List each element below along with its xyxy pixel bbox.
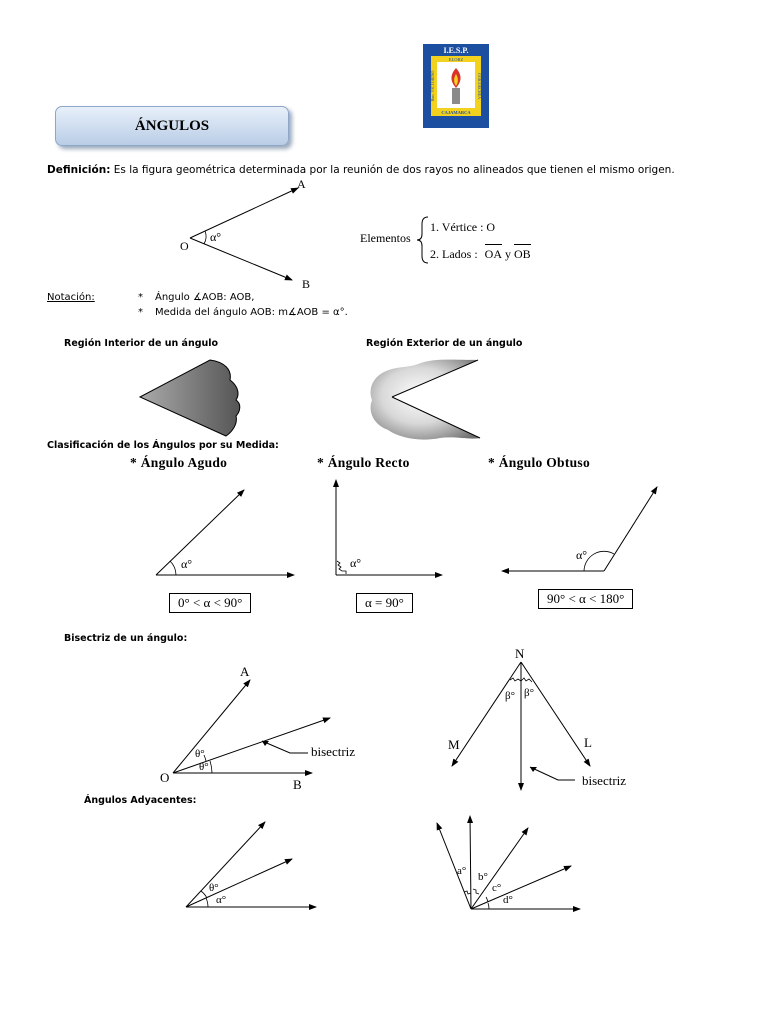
adjacent-c-arc [486, 897, 488, 902]
page-title: ÁNGULOS [55, 106, 289, 146]
bisector-ray-middle [173, 718, 330, 773]
bisector-pointer-line [262, 741, 308, 753]
adjacent-b-label: b° [478, 871, 488, 883]
notation-label: Notación: [47, 292, 95, 303]
adjacent-right-ray-4 [470, 816, 471, 909]
ray-oa-line [190, 188, 298, 238]
theta-2-label: θ° [199, 761, 209, 773]
exterior-region-heading: Región Exterior de un ángulo [366, 338, 523, 349]
adjacent-alpha-label: α° [216, 894, 227, 906]
theta-arc-bottom [210, 761, 212, 773]
sides-and: y [505, 247, 512, 261]
sides-prefix: 2. Lados : [430, 247, 478, 261]
alpha-label: α° [210, 230, 222, 244]
acute-range-box: 0° < α < 90° [169, 593, 251, 613]
point-a-label: A [297, 177, 306, 191]
notation-bullet-1: * [138, 292, 143, 303]
bisector-heading: Bisectriz de un ángulo: [64, 633, 188, 644]
beta-mark-right [521, 678, 532, 682]
obtuse-alpha-label: α° [576, 548, 588, 562]
point-l-label: L [584, 735, 592, 750]
ray-oa-label: OA [484, 247, 503, 261]
adjacent-left-ray-2 [186, 859, 292, 907]
adjacent-theta-label: θ° [209, 882, 219, 894]
notation-item-2: Medida del ángulo AOB: m∡AOB = α°. [155, 307, 348, 318]
definition-text: Es la figura geométrica determinada por la reunión de dos rayos no alineados que tienen el mismo origen. [113, 164, 675, 176]
point-b-label: B [302, 277, 311, 291]
adjacent-left-figure [186, 822, 316, 907]
classification-heading: Clasificación de los Ángulos por su Medida: [47, 440, 279, 451]
acute-arc [170, 561, 176, 575]
notation-bullet-2: * [138, 307, 143, 318]
interior-region-heading: Región Interior de un ángulo [64, 338, 219, 349]
acute-ray-oblique [156, 490, 244, 575]
logo-bottom-text: CAJAMARCA [441, 110, 471, 115]
obtuse-angle-figure [502, 487, 657, 571]
bisector-point-o: O [160, 770, 170, 785]
angle-aob-figure [180, 177, 310, 291]
alpha-arc [204, 231, 206, 244]
bisector-ray-nm [452, 662, 521, 766]
adjacent-b-mark [473, 889, 479, 894]
bisector-point-a: A [240, 664, 250, 679]
point-m-label: M [448, 737, 460, 752]
beta-mark-left [510, 678, 521, 681]
right-alpha-label: α° [350, 556, 362, 570]
interior-region-shape [140, 360, 240, 436]
adjacent-alpha-arc [206, 898, 208, 907]
notation-item-1: Ángulo ∡AOB: AOB, [155, 292, 255, 303]
right-angle-figure [336, 480, 442, 575]
ray-ob-line [190, 238, 292, 280]
acute-angle-label: * Ángulo Agudo [130, 455, 228, 470]
point-o-label: O [180, 239, 189, 253]
acute-angle-figure [156, 490, 294, 575]
logo-left-text: Hno. VICTORINO [430, 70, 435, 102]
bisector-right-figure [448, 646, 626, 790]
elements-brace [417, 217, 428, 263]
adjacent-right-figure [437, 816, 580, 909]
logo-band-text: ELORZ [448, 57, 464, 62]
obtuse-arc [584, 551, 614, 571]
bisector-ray-nl [521, 662, 590, 766]
adjacent-theta-arc [201, 891, 207, 898]
ray-ob-label: OB [514, 247, 531, 261]
exterior-region-shape [371, 360, 481, 440]
right-angle-label: * Ángulo Recto [317, 455, 410, 470]
beta-2-label: β° [524, 687, 534, 699]
adjacent-d-arc [488, 903, 489, 909]
right-angle-mark [337, 561, 346, 574]
bisector-left-label: bisectriz [311, 744, 356, 759]
elements-label: Elementos [360, 231, 411, 245]
beta-1-label: β° [505, 690, 515, 702]
adjacent-d-label: d° [503, 894, 513, 906]
right-range-box: α = 90° [356, 593, 413, 613]
definition-label: Definición: [47, 164, 111, 176]
bisector-right-label: bisectriz [582, 773, 627, 788]
bisector-point-b: B [293, 777, 302, 792]
acute-alpha-label: α° [181, 557, 193, 571]
theta-1-label: θ° [195, 748, 205, 760]
logo-right-text: GOICOECHEA [477, 73, 482, 99]
adjacent-c-label: c° [492, 882, 502, 894]
obtuse-range-box: 90° < α < 180° [538, 589, 633, 609]
obtuse-angle-label: * Ángulo Obtuso [488, 455, 591, 470]
logo-top-text: I.E.S.P. [443, 46, 469, 55]
adjacent-heading: Ángulos Adyacentes: [84, 795, 197, 806]
bisector-right-pointer-line [530, 767, 575, 780]
point-n-label: N [515, 646, 525, 661]
obtuse-ray-oblique [604, 487, 657, 571]
bisector-left-figure [160, 664, 355, 792]
elements-item-vertex: 1. Vértice : O [430, 220, 496, 234]
adjacent-a-label: a° [457, 865, 467, 877]
